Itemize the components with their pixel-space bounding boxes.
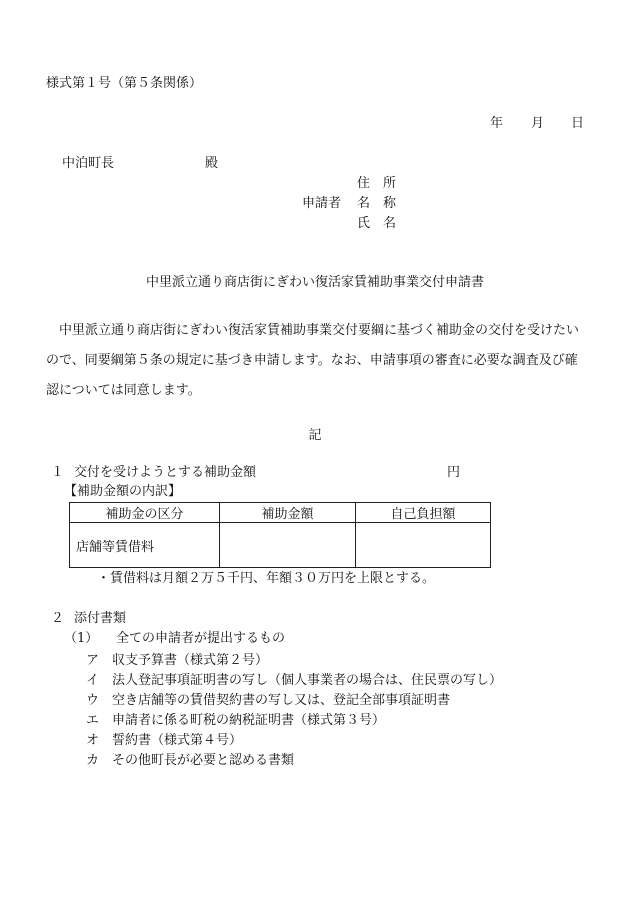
attachment-item-mark: オ [86,733,100,748]
breakdown-heading: 【補助金額の内訳】 [64,484,182,499]
attachment-item-mark: イ [86,673,100,688]
section2-label: 添付書類 [74,611,127,626]
table-header-cell: 補助金額 [220,503,356,523]
section1-unit: 円 [447,465,461,480]
attachment-item-mark: カ [86,753,100,768]
attachment-item-mark: エ [86,713,100,728]
section2-sub-label: 全ての申請者が提出するもの [116,631,286,646]
attachment-item-text: 法人登記事項証明書の写し（個人事業者の場合は、住民票の写し） [112,673,503,688]
table-cell-self-burden[interactable] [356,523,491,568]
attachment-item-text: 収支予算書（様式第２号） [112,653,269,668]
date-month-label: 月 [531,116,545,131]
form-number: 様式第１号（第５条関係） [46,76,203,91]
table-header-cell: 自己負担額 [356,503,491,523]
addressee-name: 中泊町長 [62,156,115,171]
addressee-honorific: 殿 [205,156,219,171]
document-title: 中里派立通り商店街にぎわい復活家賃補助事業交付申請書 [145,275,484,290]
applicant-company-label: 名 称 [357,196,397,211]
section1-number: １ [51,465,65,480]
attachment-item-mark: ウ [86,693,100,708]
table-cell-category: 店舗等賃借料 [70,523,220,568]
table-header-cell: 補助金の区分 [70,503,220,523]
ki-heading: 記 [308,428,322,443]
rent-limit-note: ・賃借料は月額２万５千円、年額３０万円を上限とする。 [97,571,436,586]
application-body-text: 中里派立通り商店街にぎわい復活家賃補助事業交付要綱に基づく補助金の交付を受けたいので、同要綱第５条の規定に基づき申請します。なお、申請事項の審査に必要な調査及び確認については同意します。 [46,323,580,398]
table-header-row [70,503,491,523]
breakdown-table [69,502,491,568]
date-day-label: 日 [571,116,585,131]
section1-label: 交付を受けようとする補助金額 [74,465,257,480]
section2-sub-number: （1） [64,631,99,646]
attachment-item-text: 誓約書（様式第４号） [112,733,243,748]
applicant-label: 申請者 [302,196,342,211]
table-cell-subsidy-amount[interactable] [220,523,356,568]
attachment-item-text: 申請者に係る町税の納税証明書（様式第３号） [112,713,386,728]
applicant-name-label: 氏 名 [357,216,397,231]
attachment-item-text: その他町長が必要と認める書類 [112,753,295,768]
date-year-label: 年 [490,116,504,131]
attachment-item-mark: ア [86,653,100,668]
applicant-address-label: 住 所 [357,176,397,191]
attachment-item-text: 空き店舗等の賃借契約書の写し又は、登記全部事項証明書 [112,693,451,708]
section2-number: ２ [51,611,65,626]
table-row [70,523,491,568]
